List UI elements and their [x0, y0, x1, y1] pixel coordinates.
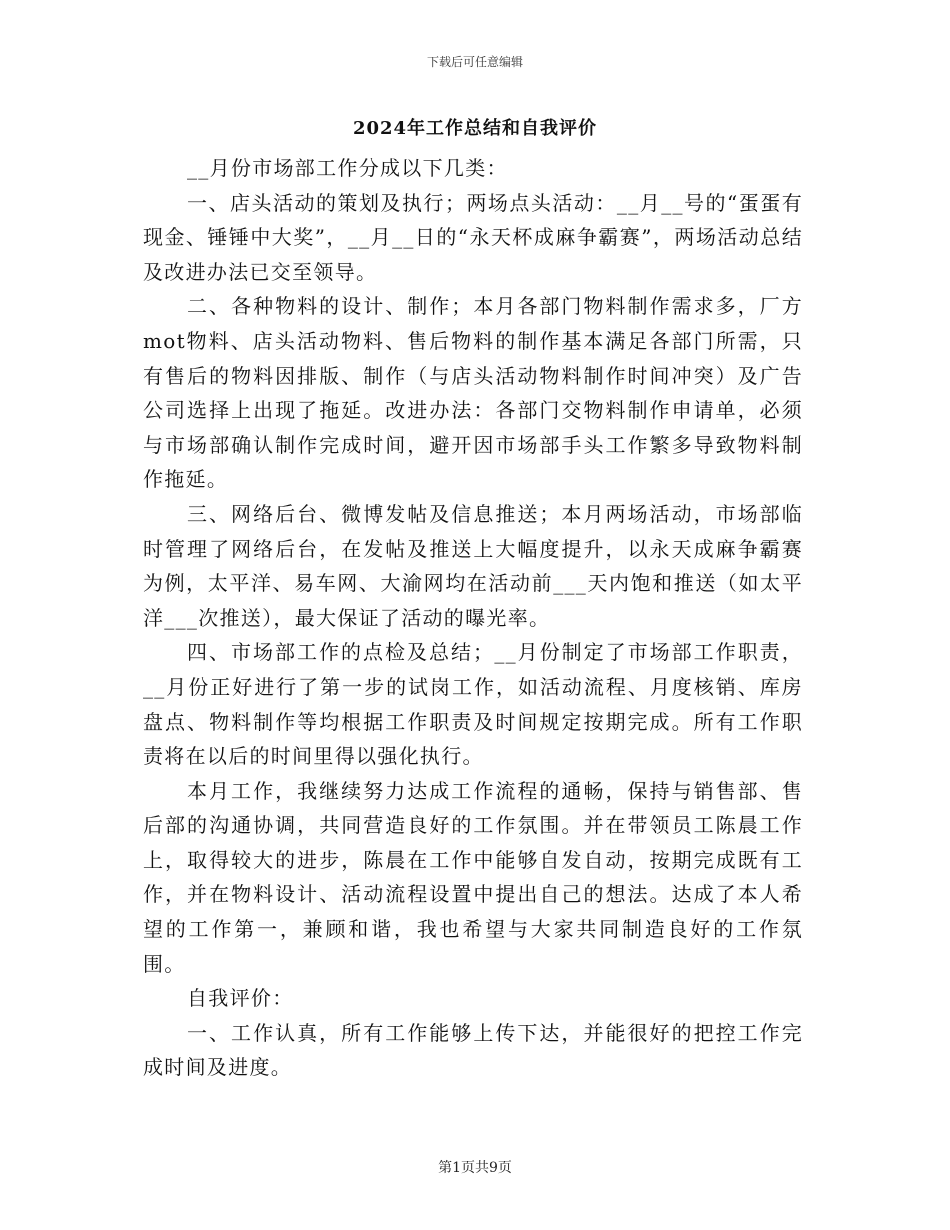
paragraph: 自我评价：: [187, 986, 294, 1011]
document-title: 2024年工作总结和自我评价: [352, 118, 598, 139]
paragraph: __月份市场部工作分成以下几类：: [187, 156, 508, 180]
page-header: 下载后可任意编辑: [426, 55, 523, 69]
paragraph: 三、网络后台、微博发帖及信息推送；本月两场活动，市场部临时管理了网络后台，在发帖及推送上大幅度提升，以永天成麻争霸赛为例，太平洋、易车网、大渝网均在活动前___天内饱和推送（如太平洋___次推送），最大保证了活动的曝光率。: [143, 501, 803, 630]
paragraph: 一、工作认真，所有工作能够上传下达，并能很好的把控工作完成时间及进度。: [143, 1020, 803, 1080]
paragraph: 四、市场部工作的点检及总结；__月份制定了市场部工作职责，__月份正好进行了第一步的试岗工作，如活动流程、月度核销、库房盘点、物料制作等均根据工作职责及时间规定按期完成。所有工作职责将在以后的时间里得以强化执行。: [143, 640, 803, 769]
paragraph: 一、店头活动的策划及执行；两场点头活动：__月__号的“蛋蛋有现金、锤锤中大奖”，__月__日的“永天杯成麻争霸赛”，两场活动总结及改进办法已交至领导。: [143, 190, 803, 284]
paragraph: 本月工作，我继续努力达成工作流程的通畅，保持与销售部、售后部的沟通协调，共同营造良好的工作氛围。并在带领员工陈晨工作上，取得较大的进步，陈晨在工作中能够自发自动，按期完成既有工作，并在物料设计、活动流程设置中提出自己的想法。达成了本人希望的工作第一，兼顾和谐，我也希望与大家共同制造良好的工作氛围。: [143, 778, 803, 976]
page-number: 第1页共9页: [438, 1160, 512, 1176]
paragraph: 二、各种物料的设计、制作；本月各部门物料制作需求多，厂方mot物料、店头活动物料、售后物料的制作基本满足各部门所需，只有售后的物料因排版、制作（与店头活动物料制作时间冲突）及广告公司选择上出现了拖延。改进办法：各部门交物料制作申请单，必须与市场部确认制作完成时间，避开因市场部手头工作繁多导致物料制作拖延。: [143, 294, 803, 492]
document-body: [143, 151, 803, 1085]
